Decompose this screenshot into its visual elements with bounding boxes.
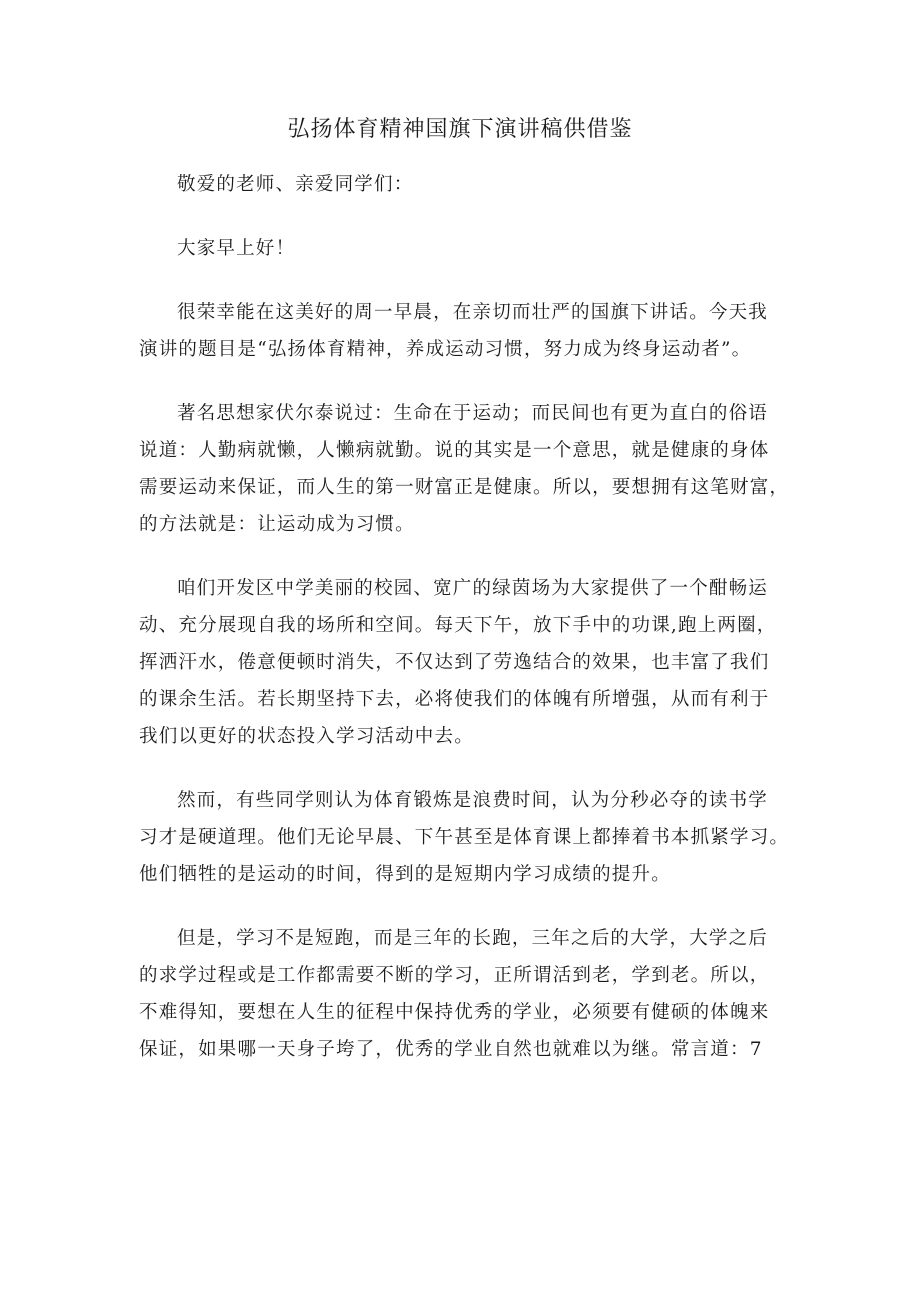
paragraph-however <box>139 782 790 893</box>
text-line: 动、充分展现自我的场所和空间。每天下午，放下手中的功课,跑上两圈， <box>139 615 777 636</box>
text-line: 需要运动来保证，而人生的第一财富正是健康。所以，要想拥有这笔财富， <box>139 477 790 498</box>
text-line: 但是，学习不是短跑，而是三年的长跑，三年之后的大学，大学之后 <box>177 928 769 949</box>
text-line: 不难得知，要想在人生的征程中保持优秀的学业，必须要有健硕的体魄来 <box>139 1002 770 1023</box>
document-title: 弘扬体育精神国旗下演讲稿供借鉴 <box>287 117 633 142</box>
text-line: 保证，如果哪一天身子垮了，优秀的学业自然也就难以为继。常言道：7 <box>139 1039 763 1060</box>
paragraph-but <box>139 920 784 1068</box>
paragraph-greeting <box>139 166 784 203</box>
document-body <box>139 166 790 1095</box>
text-line: 著名思想家伏尔泰说过：生命在于运动；而民间也有更为直白的俗语 <box>177 403 769 424</box>
text-line: 的求学过程或是工作都需要不断的学习，正所谓活到老，学到老。所以， <box>139 965 770 986</box>
paragraph-morning <box>139 230 784 267</box>
text-line: 挥洒汗水，倦意便顿时消失，不仅达到了劳逸结合的效果，也丰富了我们 <box>139 652 770 673</box>
text-line: 大家早上好！ <box>177 238 296 259</box>
text-line: 敬爱的老师、亲爱同学们： <box>177 174 414 195</box>
text-line: 的课余生活。若长期坚持下去，必将使我们的体魄有所增强，从而有利于 <box>139 689 770 710</box>
text-line: 演讲的题目是“弘扬体育精神，养成运动习惯，努力成为终身运动者”。 <box>139 339 752 360</box>
text-line: 他们牺牲的是运动的时间，得到的是短期内学习成绩的提升。 <box>139 864 671 885</box>
text-line: 咱们开发区中学美丽的校园、宽广的绿茵场为大家提供了一个酣畅运 <box>177 578 769 599</box>
paragraph-campus <box>139 570 784 755</box>
paragraph-intro <box>139 294 784 368</box>
text-line: 我们以更好的状态投入学习活动中去。 <box>139 726 474 747</box>
text-line: 的方法就是：让运动成为习惯。 <box>139 514 415 535</box>
text-line: 然而，有些同学则认为体育锻炼是浪费时间，认为分秒必夺的读书学 <box>177 790 769 811</box>
paragraph-voltaire <box>139 395 790 543</box>
text-line: 说道：人勤病就懒，人懒病就勤。说的其实是一个意思，就是健康的身体 <box>139 440 770 461</box>
text-line: 习才是硬道理。他们无论早晨、下午甚至是体育课上都捧着书本抓紧学习。 <box>139 827 790 848</box>
text-line: 很荣幸能在这美好的周一早晨，在亲切而壮严的国旗下讲话。今天我 <box>177 302 769 323</box>
